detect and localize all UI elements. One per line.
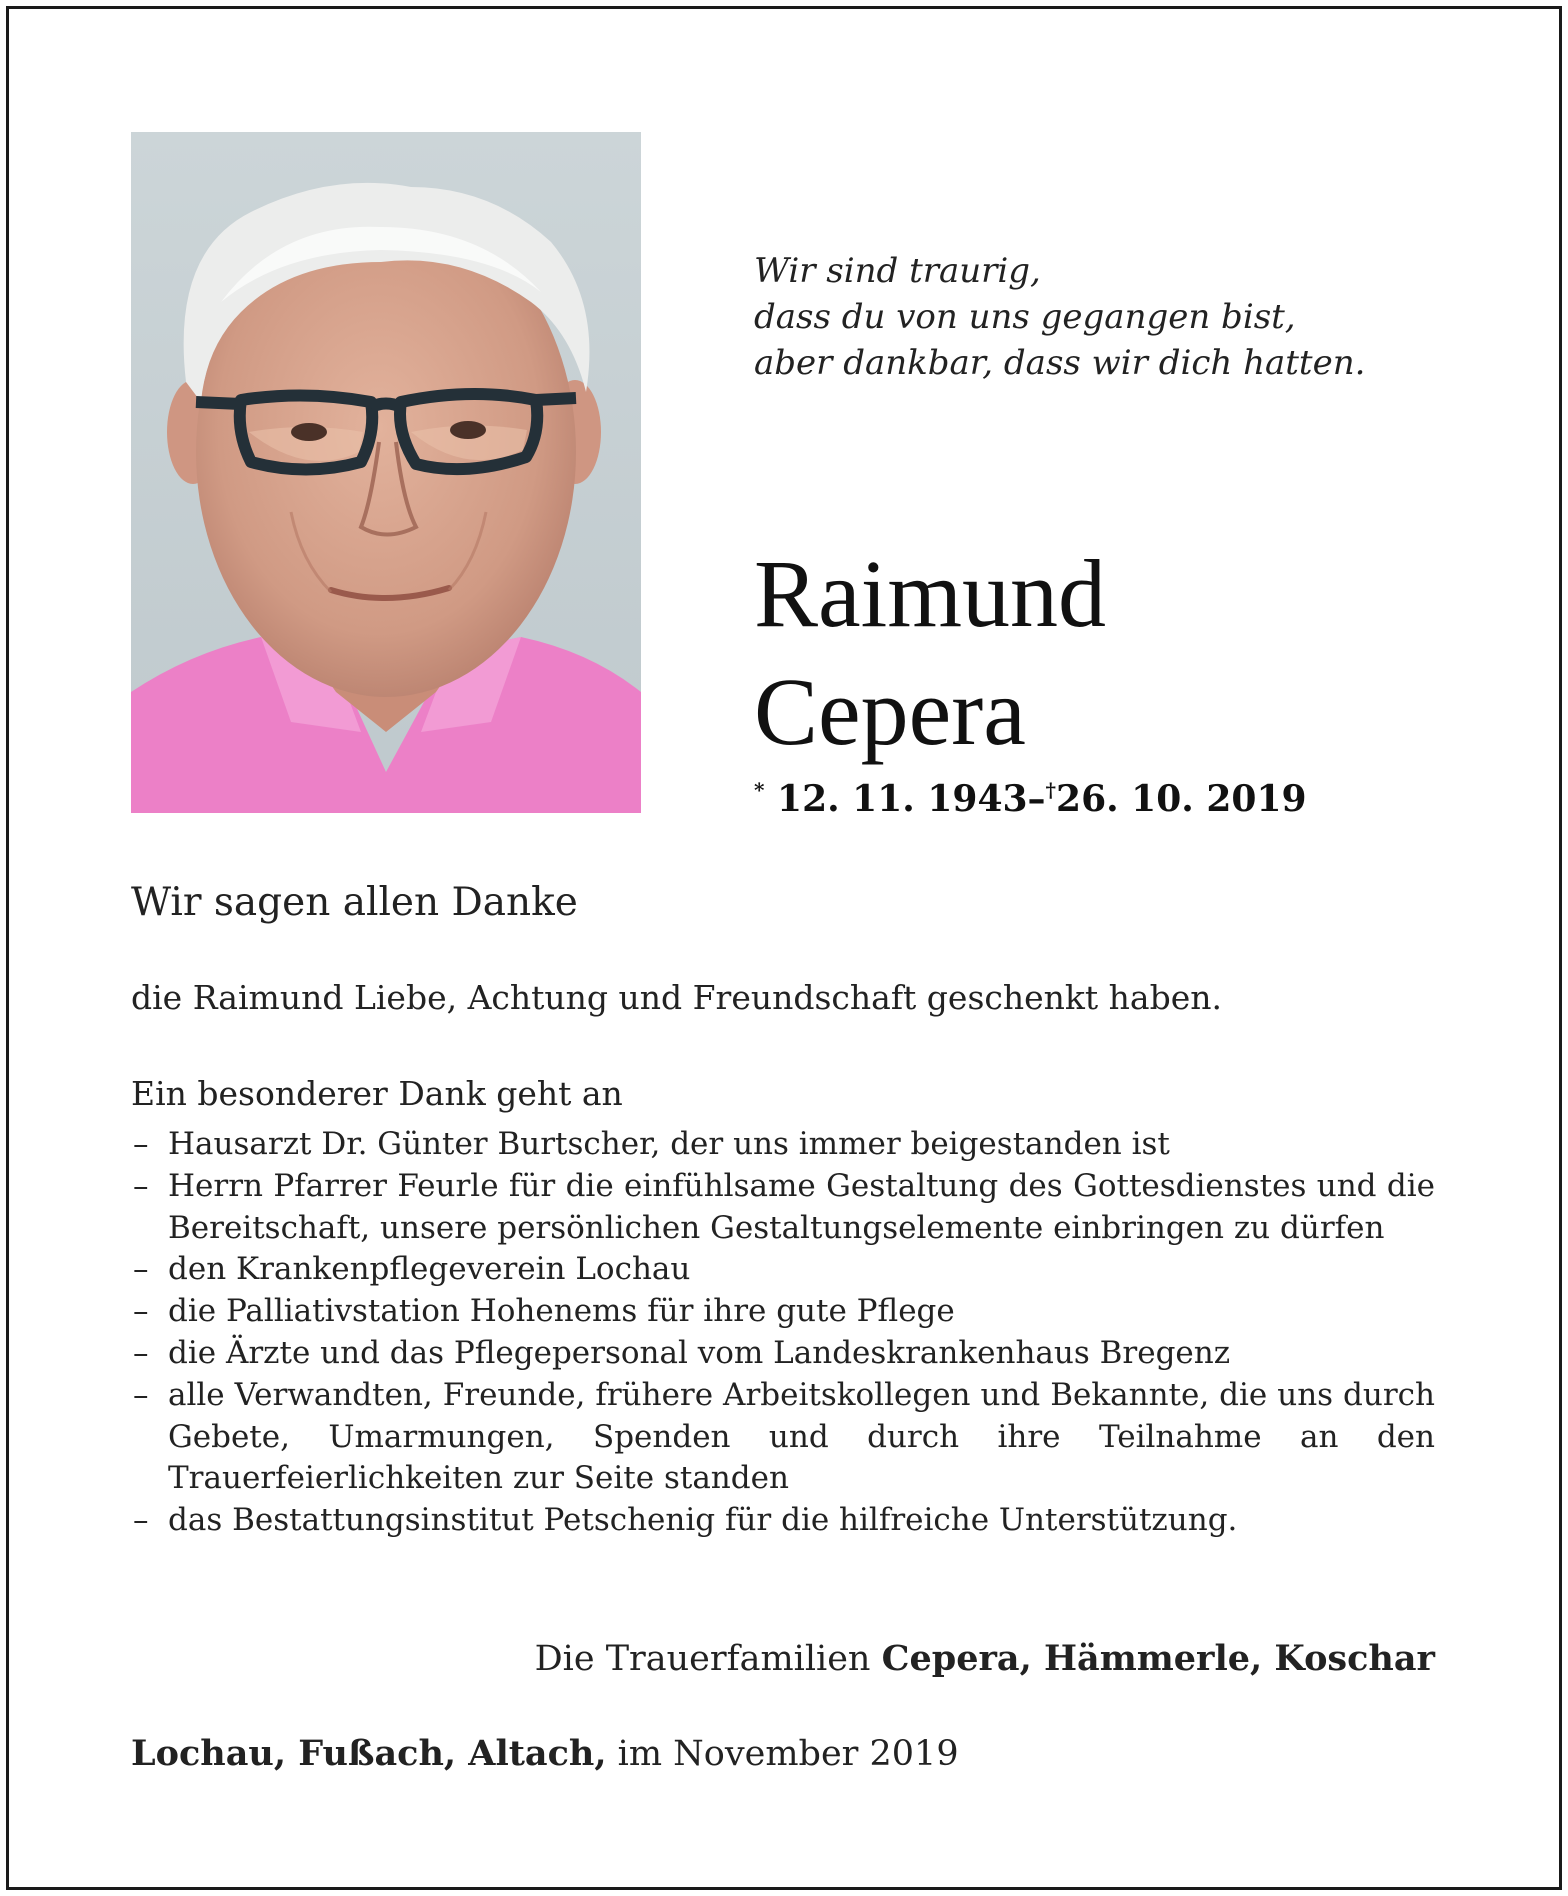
list-item xyxy=(131,1333,1435,1375)
list-item-text: den Krankenpflegeverein Lochau xyxy=(168,1251,691,1288)
quote-line: aber dankbar, dass wir dich hatten. xyxy=(754,343,1366,383)
dash-bullet: – xyxy=(133,1293,149,1330)
list-item xyxy=(131,1375,1435,1500)
death-symbol: † xyxy=(1045,778,1057,802)
thanks-heading: Wir sagen allen Danke xyxy=(131,880,578,925)
deceased-name xyxy=(754,535,1106,771)
last-name: Cepera xyxy=(754,658,1026,765)
dash-bullet: – xyxy=(133,1502,149,1539)
life-dates xyxy=(754,778,1307,820)
portrait-photo xyxy=(131,132,641,813)
dash-bullet: – xyxy=(133,1126,149,1162)
list-item xyxy=(131,1124,1435,1166)
list-item-text: alle Verwandten, Freunde, frühere Arbeitskollegen und Bekannte, die uns durch Gebete, Umarmungen, Spenden und durch ihre Teilnahme an den Trauerfeierlichkeiten zur Seite standen xyxy=(168,1376,1435,1497)
first-name: Raimund xyxy=(754,540,1106,647)
date-separator: – xyxy=(1027,778,1046,820)
thanks-list xyxy=(131,1124,1435,1542)
thanks-intro: die Raimund Liebe, Achtung und Freundschaft geschenkt haben. xyxy=(131,978,1222,1017)
birth-symbol: * xyxy=(754,778,765,802)
special-thanks-intro: Ein besonderer Dank geht an xyxy=(131,1074,623,1113)
notice-date: im November 2019 xyxy=(606,1734,959,1774)
dash-bullet: – xyxy=(133,1167,149,1204)
death-date: 26. 10. 2019 xyxy=(1056,778,1307,820)
quote-line: dass du von uns gegangen bist, xyxy=(754,297,1296,337)
birth-date: 12. 11. 1943 xyxy=(777,778,1028,820)
dash-bullet: – xyxy=(133,1376,149,1413)
list-item xyxy=(131,1249,1435,1291)
family-names: Cepera, Hämmerle, Koschar xyxy=(881,1638,1435,1679)
list-item xyxy=(131,1500,1435,1542)
list-item-text: Hausarzt Dr. Günter Burtscher, der uns immer beigestanden ist xyxy=(168,1126,1170,1162)
dash-bullet: – xyxy=(133,1251,149,1288)
list-item-text: das Bestattungsinstitut Petschenig für die hilfreiche Unterstützung. xyxy=(168,1502,1238,1539)
locations: Lochau, Fußach, Altach, xyxy=(131,1733,607,1774)
place-and-date xyxy=(131,1733,959,1774)
quote-line: Wir sind traurig, xyxy=(754,251,1041,291)
memorial-quote xyxy=(754,248,1365,386)
dash-bullet: – xyxy=(133,1334,149,1371)
list-item xyxy=(131,1291,1435,1333)
family-signature xyxy=(535,1638,1435,1679)
list-item-text: Herrn Pfarrer Feurle für die einfühlsame Gestaltung des Gottesdienstes und die Bereitschaft, unsere persönlichen Gestaltungselemente einbringen zu dürfen xyxy=(168,1167,1435,1246)
list-item xyxy=(131,1166,1435,1250)
list-item-text: die Palliativstation Hohenems für ihre gute Pflege xyxy=(168,1293,955,1330)
signature-prefix: Die Trauerfamilien xyxy=(534,1639,882,1679)
list-item-text: die Ärzte und das Pflegepersonal vom Landeskrankenhaus Bregenz xyxy=(168,1334,1231,1371)
